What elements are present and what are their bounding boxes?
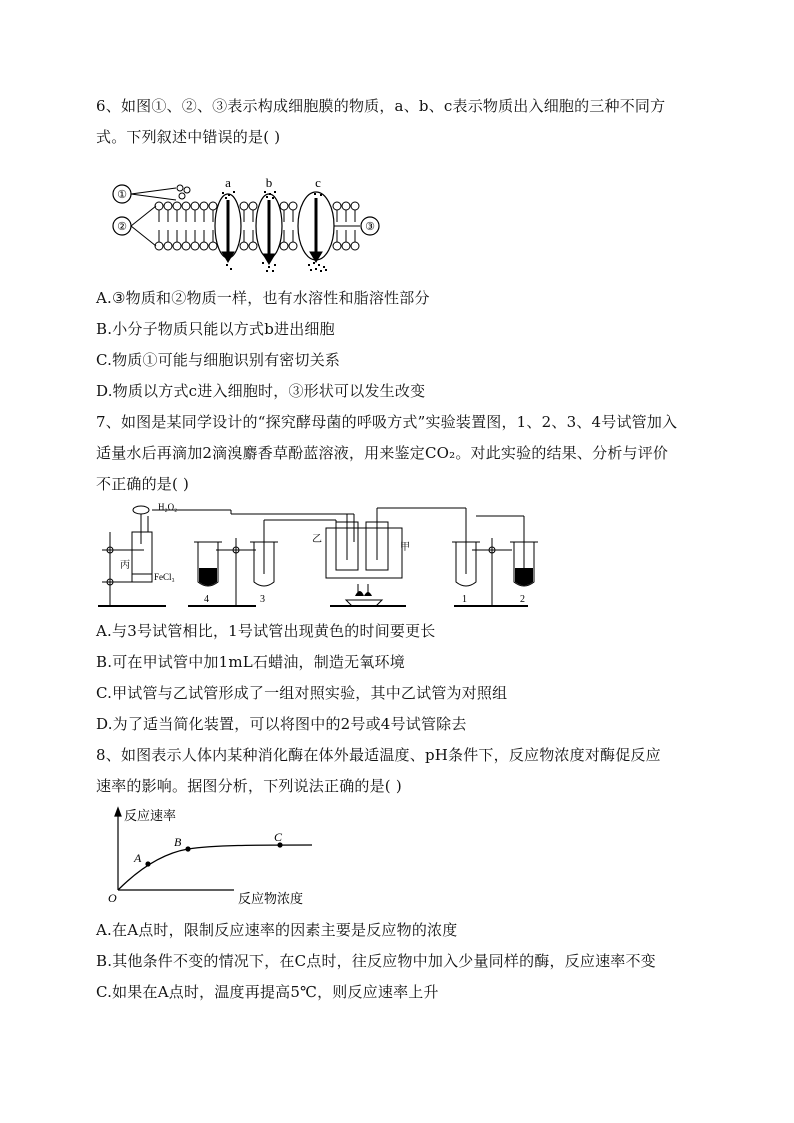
- point-b: [185, 846, 190, 851]
- q6-option-d: D.物质以方式c进入细胞时，③形状可以发生改变: [96, 382, 426, 400]
- label-fecl3: FeCl₃: [154, 572, 175, 582]
- point-label-a: A: [134, 851, 142, 865]
- q6-option-c: C.物质①可能与细胞识别有密切关系: [96, 351, 341, 369]
- label-h2o2: H₂O₂: [158, 502, 178, 512]
- yeast-respiration-apparatus-figure: [96, 502, 556, 612]
- label-tube-3: 3: [260, 594, 265, 605]
- point-a: [145, 861, 150, 866]
- cell-membrane-figure: [104, 176, 394, 276]
- label-tube-2: 2: [520, 594, 525, 605]
- q8-stem-line1: 8、如图表示人体内某种消化酶在体外最适温度、pH条件下，反应物浓度对酶促反应: [96, 746, 661, 764]
- point-label-c: C: [274, 830, 283, 844]
- q7-stem-line3: 不正确的是( ): [96, 475, 190, 493]
- y-axis-label: 反应速率: [124, 808, 177, 823]
- origin-label: O: [108, 891, 117, 905]
- figure-label-b: b: [265, 176, 273, 190]
- label-tube-4: 4: [204, 594, 209, 605]
- figure-label-1: ①: [117, 189, 127, 201]
- q6-option-a: A.③物质和②物质一样，也有水溶性和脂溶性部分: [96, 289, 430, 307]
- q7-option-b: B.可在甲试管中加1mL石蜡油，制造无氧环境: [96, 653, 405, 671]
- q8-option-a: A.在A点时，限制反应速率的因素主要是反应物的浓度: [96, 921, 458, 939]
- enzyme-rate-graph: [104, 804, 344, 908]
- q7-option-c: C.甲试管与乙试管形成了一组对照实验，其中乙试管为对照组: [96, 684, 508, 702]
- x-axis-label: 反应物浓度: [238, 891, 304, 906]
- label-yi: 乙: [312, 534, 322, 545]
- q7-option-d: D.为了适当简化装置，可以将图中的2号或4号试管除去: [96, 715, 467, 733]
- q8-option-c: C.如果在A点时，温度再提高5℃，则反应速率上升: [96, 983, 439, 1001]
- figure-label-c: c: [315, 176, 321, 190]
- label-tube-1: 1: [462, 594, 467, 605]
- figure-label-a: a: [225, 176, 231, 190]
- label-jia: 甲: [400, 542, 410, 553]
- q7-stem-line2: 适量水后再滴加2滴溴麝香草酚蓝溶液，用来鉴定CO₂。对此实验的结果、分析与评价: [96, 444, 669, 462]
- q6-stem-line1: 6、如图①、②、③表示构成细胞膜的物质，a、b、c表示物质出入细胞的三种不同方: [96, 97, 666, 115]
- point-label-b: B: [174, 835, 182, 849]
- q6-option-b: B.小分子物质只能以方式b进出细胞: [96, 320, 335, 338]
- q7-stem-line1: 7、如图是某同学设计的“探究酵母菌的呼吸方式”实验装置图，1、2、3、4号试管加入: [96, 413, 678, 431]
- figure-label-3: ③: [365, 221, 375, 233]
- figure-label-2: ②: [117, 221, 127, 233]
- label-bing: 丙: [120, 560, 130, 571]
- q6-stem-line2: 式。下列叙述中错误的是( ): [96, 128, 281, 146]
- q7-option-a: A.与3号试管相比，1号试管出现黄色的时间要更长: [96, 622, 436, 640]
- q8-option-b: B.其他条件不变的情况下，在C点时，往反应物中加入少量同样的酶，反应速率不变: [96, 952, 656, 970]
- q8-stem-line2: 速率的影响。据图分析，下列说法正确的是( ): [96, 777, 402, 795]
- rate-curve: [118, 845, 312, 890]
